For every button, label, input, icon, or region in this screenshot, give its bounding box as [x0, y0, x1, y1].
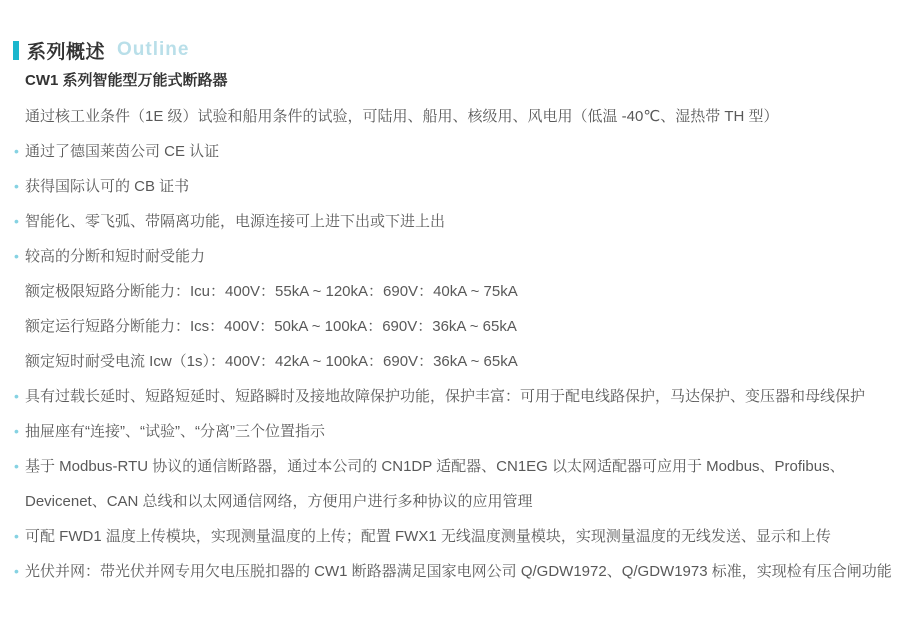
feature-line: [14, 519, 900, 554]
accent-bar: [13, 41, 19, 60]
feature-line: [14, 204, 900, 239]
feature-text: 通过了德国莱茵公司 CE 认证: [25, 143, 220, 160]
feature-line: [14, 134, 900, 169]
feature-line: [25, 274, 900, 309]
feature-text: 智能化、零飞弧、带隔离功能，电源连接可上进下出或下进上出: [25, 213, 446, 230]
feature-line: [25, 309, 900, 344]
feature-text: 抽屉座有“连接”、“试验”、“分离”三个位置指示: [25, 423, 325, 440]
feature-list: [14, 99, 900, 589]
section-header: [0, 0, 900, 63]
feature-text: 可配 FWD1 温度上传模块，实现测量温度的上传；配置 FWX1 无线温度测量模块，实现测量温度的无线发送、显示和上传: [25, 528, 831, 545]
feature-text: 额定短时耐受电流 Icw（1s）：400V：42kA ~ 100kA：690V：36kA ~ 65kA: [25, 353, 518, 370]
feature-line: [14, 449, 900, 484]
bullet-icon: •: [14, 423, 19, 439]
feature-text: 通过核工业条件（1E 级）试验和船用条件的试验，可陆用、船用、核级用、风电用（低温 -40℃、湿热带 TH 型）: [25, 108, 779, 125]
feature-line: [25, 99, 900, 134]
feature-line: [14, 169, 900, 204]
feature-line: [14, 379, 900, 414]
feature-text: 光伏并网：带光伏并网专用欠电压脱扣器的 CW1 断路器满足国家电网公司 Q/GDW1972、Q/GDW1973 标准，实现检有压合闸功能: [25, 563, 892, 580]
feature-text: Devicenet、CAN 总线和以太网通信网络，方便用户进行多种协议的应用管理: [25, 493, 533, 510]
feature-text: 具有过载长延时、短路短延时、短路瞬时及接地故障保护功能，保护丰富：可用于配电线路保护，马达保护、变压器和母线保护: [25, 388, 866, 405]
bullet-icon: •: [14, 178, 19, 194]
feature-line: [14, 554, 900, 589]
feature-line: [14, 414, 900, 449]
section-title-en: Outline: [117, 39, 190, 60]
feature-text: 获得国际认可的 CB 证书: [25, 178, 190, 195]
bullet-icon: •: [14, 248, 19, 264]
section-title-cn: 系列概述: [27, 41, 106, 63]
bullet-icon: •: [14, 388, 19, 404]
feature-line: [14, 239, 900, 274]
feature-line: [25, 344, 900, 379]
bullet-icon: •: [14, 563, 19, 579]
bullet-icon: •: [14, 458, 19, 474]
feature-text: 较高的分断和短时耐受能力: [25, 248, 206, 265]
bullet-icon: •: [14, 143, 19, 159]
bullet-icon: •: [14, 528, 19, 544]
feature-line: [25, 484, 900, 519]
feature-text: 额定运行短路分断能力：Ics：400V：50kA ~ 100kA：690V：36kA ~ 65kA: [25, 318, 517, 335]
product-title: CW1 系列智能型万能式断路器: [25, 72, 228, 89]
feature-text: 额定极限短路分断能力：Icu：400V：55kA ~ 120kA：690V：40kA ~ 75kA: [25, 283, 518, 300]
bullet-icon: •: [14, 213, 19, 229]
feature-text: 基于 Modbus-RTU 协议的通信断路器，通过本公司的 CN1DP 适配器、CN1EG 以太网适配器可应用于 Modbus、Profibus、: [25, 458, 845, 475]
